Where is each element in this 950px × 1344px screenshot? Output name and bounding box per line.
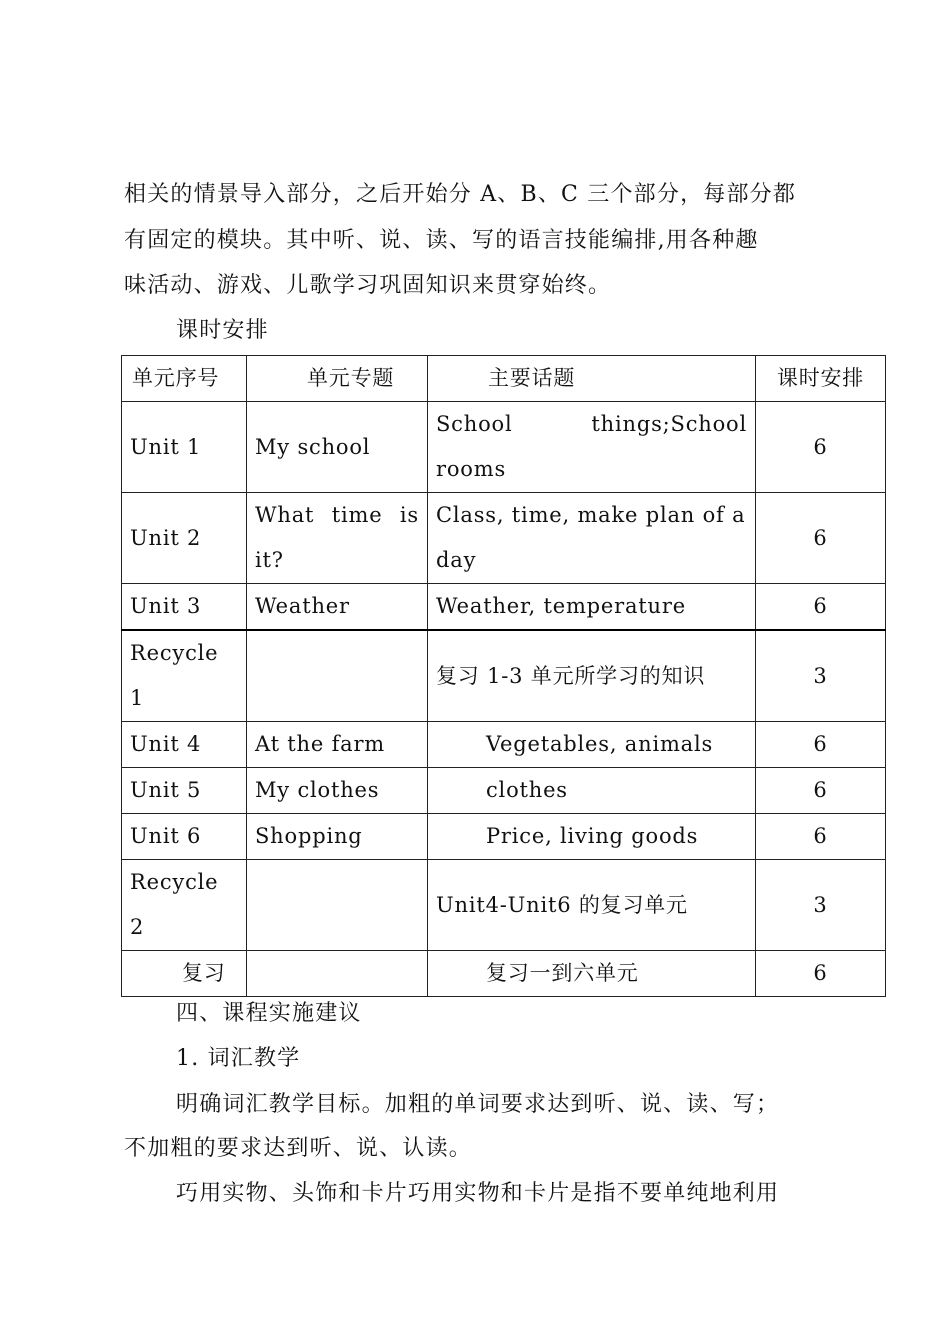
unit-cell: Recycle 2 (122, 860, 247, 951)
table-row (122, 630, 886, 722)
topic-cell (247, 630, 428, 722)
topic-cell: Weather (247, 584, 428, 631)
header-unit-number: 单元序号 (122, 356, 247, 402)
section-heading: 四、课程实施建议 (176, 1001, 362, 1026)
unit-cell: Unit 2 (122, 493, 247, 584)
hours-cell: 6 (756, 722, 886, 768)
hours-cell: 3 (756, 860, 886, 951)
hours-cell: 6 (756, 584, 886, 631)
table-header-row (122, 356, 886, 402)
table-row (122, 860, 886, 951)
body-line-3: 巧用实物、头饰和卡片巧用实物和卡片是指不要单纯地利用 (176, 1181, 780, 1206)
table-row (122, 768, 886, 814)
subject-cell: Vegetables, animals (428, 722, 756, 768)
subject-cell: 复习一到六单元 (428, 951, 756, 997)
subject-cell: Weather, temperature (428, 584, 756, 631)
table-row (122, 584, 886, 631)
table-row (122, 722, 886, 768)
subject-cell: Unit4-Unit6 的复习单元 (428, 860, 756, 951)
unit-cell: 复习 (122, 951, 247, 997)
topic-cell: My clothes (247, 768, 428, 814)
hours-cell: 6 (756, 493, 886, 584)
table-row (122, 951, 886, 997)
body-line-2: 不加粗的要求达到听、说、认读。 (124, 1136, 473, 1161)
topic-cell: Shopping (247, 814, 428, 860)
header-class-hours: 课时安排 (756, 356, 886, 402)
hours-cell: 6 (756, 951, 886, 997)
subject-cell: Class, time, make plan of a day (428, 493, 756, 584)
table-row (122, 814, 886, 860)
subsection-heading: 1. 词汇教学 (176, 1046, 301, 1071)
body-line-1: 明确词汇教学目标。加粗的单词要求达到听、说、读、写； (176, 1092, 780, 1117)
unit-cell: Unit 6 (122, 814, 247, 860)
topic-cell (247, 951, 428, 997)
schedule-heading: 课时安排 (176, 318, 269, 343)
unit-cell: Unit 1 (122, 402, 247, 493)
subject-part: School (436, 412, 513, 436)
topic-cell (247, 860, 428, 951)
hours-cell: 6 (756, 402, 886, 493)
unit-cell: Recycle 1 (122, 630, 247, 722)
unit-cell: Unit 3 (122, 584, 247, 631)
unit-cell: Unit 4 (122, 722, 247, 768)
intro-line-2: 有固定的模块。其中听、说、读、写的语言技能编排,用各种趣 (124, 228, 759, 253)
subject-part: things;School (591, 412, 747, 436)
intro-line-3: 味活动、游戏、儿歌学习巩固知识来贯穿始终。 (124, 273, 612, 298)
subject-cell (428, 402, 756, 493)
subject-cell: clothes (428, 768, 756, 814)
header-unit-topic: 单元专题 (247, 356, 428, 402)
table-row (122, 402, 886, 493)
hours-cell: 3 (756, 630, 886, 722)
schedule-table (121, 355, 886, 997)
subject-cell: Price, living goods (428, 814, 756, 860)
topic-cell: My school (247, 402, 428, 493)
table-row (122, 493, 886, 584)
unit-cell: Unit 5 (122, 768, 247, 814)
subject-cell: 复习 1-3 单元所学习的知识 (428, 630, 756, 722)
topic-cell: What time is it? (247, 493, 428, 584)
intro-line-1: 相关的情景导入部分，之后开始分 A、B、C 三个部分，每部分都 (124, 182, 797, 207)
topic-cell: At the farm (247, 722, 428, 768)
hours-cell: 6 (756, 814, 886, 860)
header-main-subject: 主要话题 (428, 356, 756, 402)
hours-cell: 6 (756, 768, 886, 814)
subject-part: rooms (436, 457, 507, 481)
